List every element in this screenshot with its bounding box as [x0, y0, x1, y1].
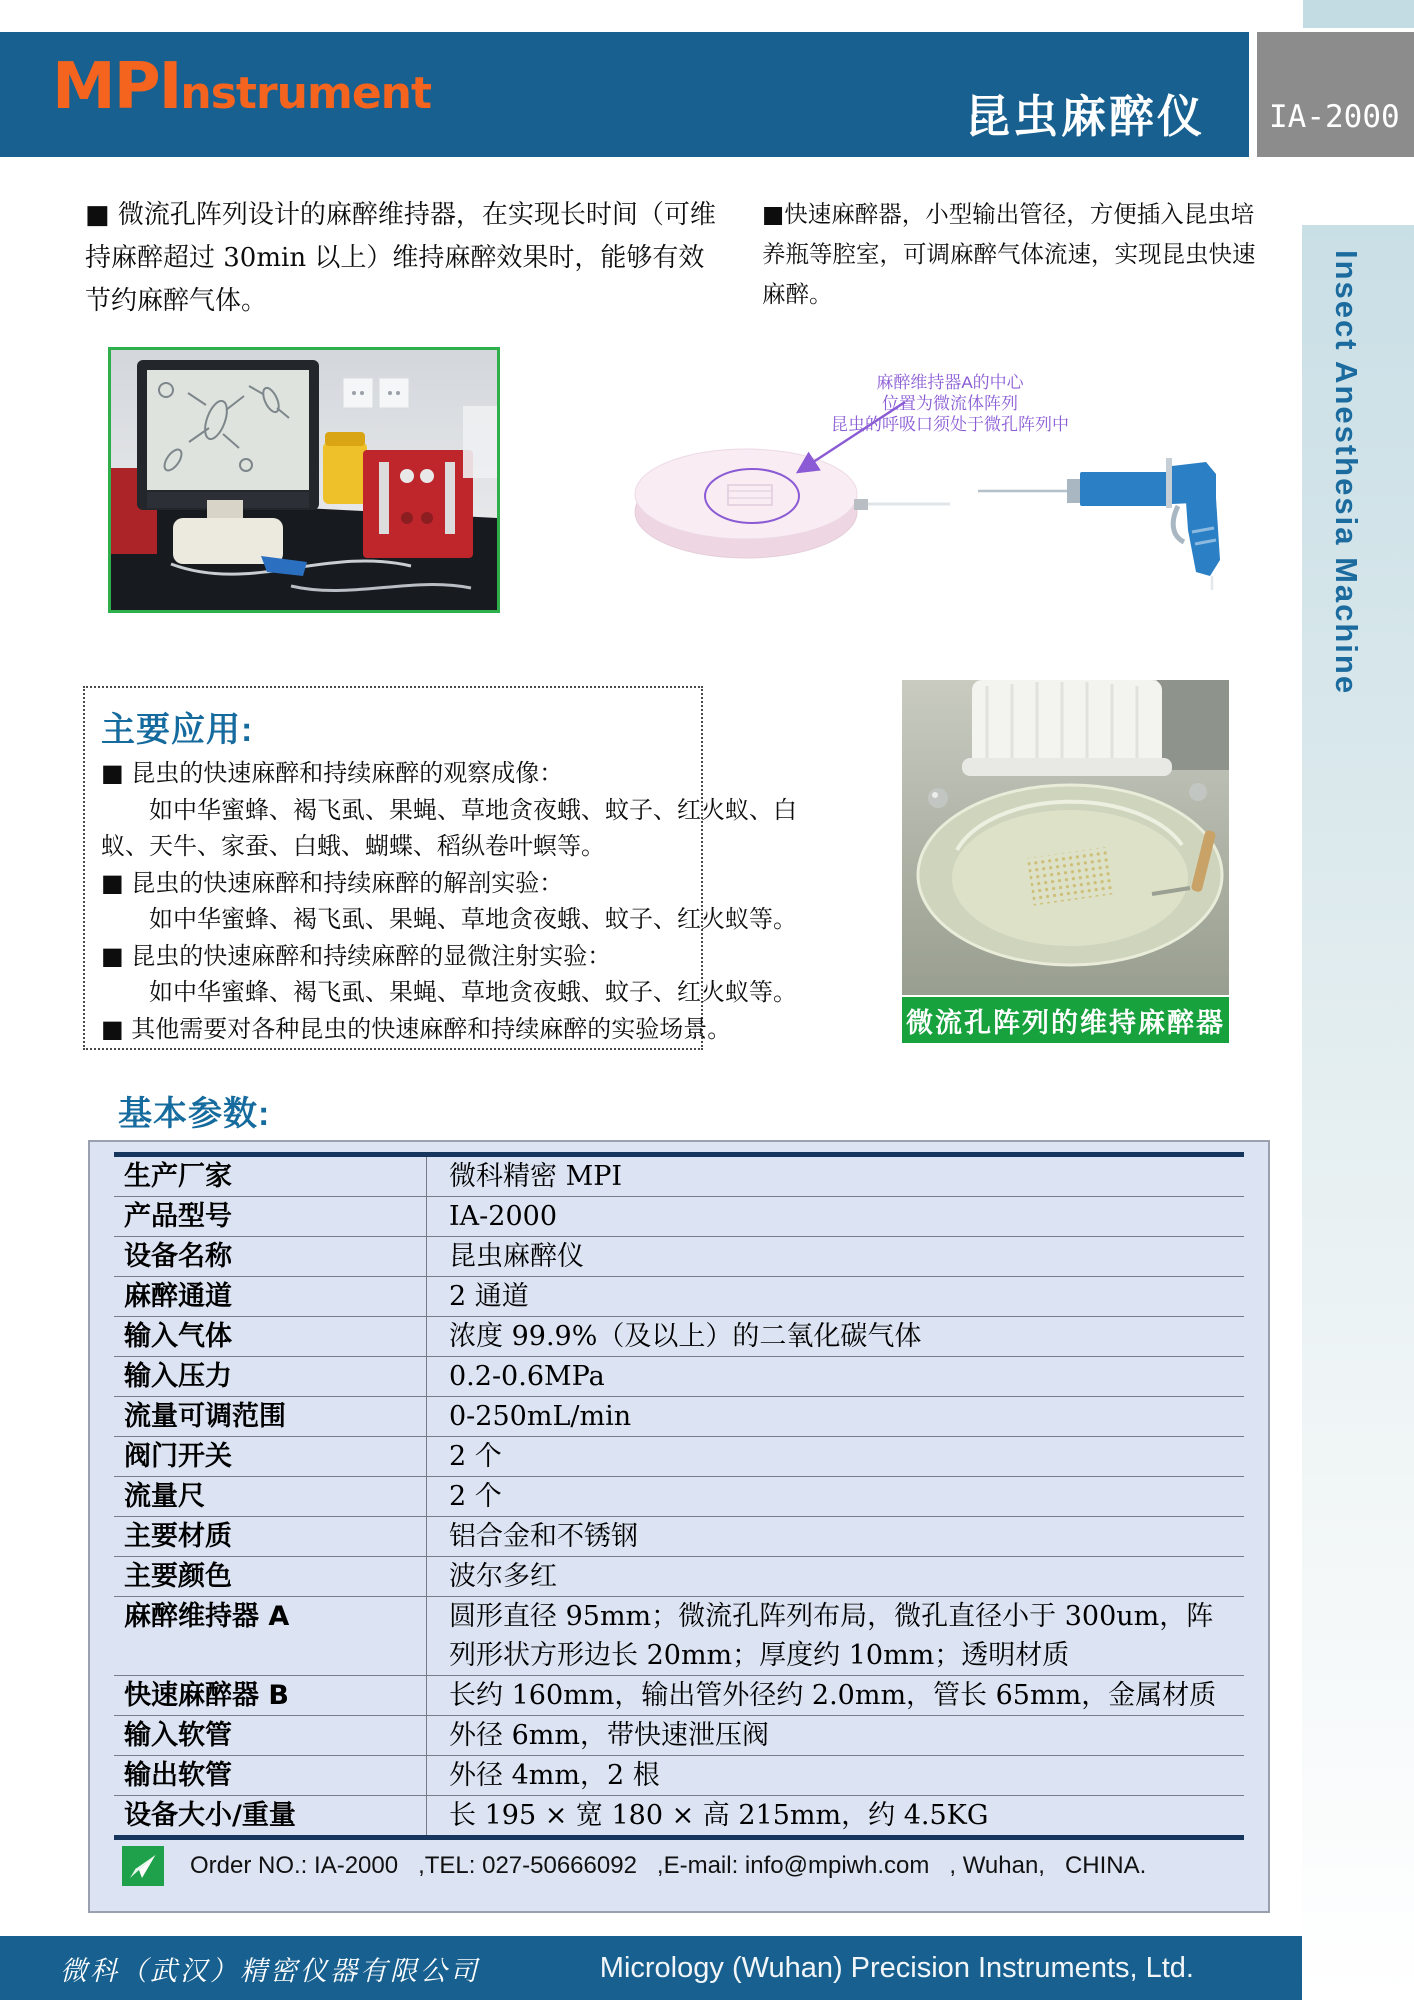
company-name-cn: 微科（武汉）精密仪器有限公司: [60, 1955, 480, 1987]
param-value: IA-2000: [426, 1197, 1244, 1236]
params-table-body: [114, 1152, 1244, 1840]
table-row: [114, 1237, 1244, 1277]
brand-logo-mpi: MPI: [52, 50, 181, 124]
param-label: 阀门开关: [124, 1441, 232, 1472]
application-line: ■ 其他需要对各种昆虫的快速麻醉和持续麻醉的实验场景。: [101, 1014, 732, 1043]
param-label: 设备名称: [124, 1241, 232, 1272]
param-value: 0.2-0.6MPa: [426, 1357, 1244, 1396]
table-row: [114, 1477, 1244, 1517]
param-value: 2 通道: [426, 1277, 1244, 1316]
chrome-screw: [928, 788, 948, 808]
application-line: 如中华蜜蜂、褐飞虱、果蝇、草地贪夜蛾、蚊子、红火蚁等。: [149, 978, 797, 1006]
param-value: 外径 4mm，2 根: [426, 1756, 1244, 1795]
param-value: 波尔多红: [426, 1557, 1244, 1596]
application-line: ■ 昆虫的快速麻醉和持续麻醉的观察成像：: [101, 759, 564, 787]
param-label: 麻醉维持器 A: [124, 1601, 290, 1632]
applications-title: 主要应用:: [101, 711, 254, 749]
corner-accent-block: [1303, 0, 1414, 28]
paper-plane-icon: [122, 1846, 164, 1886]
application-line: ■ 昆虫的快速麻醉和持续麻醉的解剖实验：: [101, 868, 564, 897]
applications-box: [83, 686, 797, 1050]
brand-logo-rest: nstrument: [180, 68, 432, 119]
param-value: 微科精密 MPI: [426, 1157, 1244, 1196]
table-row: [114, 1397, 1244, 1437]
yellow-jar: [323, 442, 367, 504]
param-label: 设备大小/重量: [124, 1800, 296, 1831]
param-label: 生产厂家: [124, 1161, 232, 1192]
param-label: 快速麻醉器 B: [124, 1680, 289, 1711]
param-value: 铝合金和不锈钢: [426, 1517, 1244, 1556]
param-value: 长约 160mm，输出管外径约 2.0mm，管长 65mm，金属材质: [426, 1676, 1244, 1715]
annotation-line: 位置为微流体阵列: [882, 394, 1018, 413]
param-label: 流量可调范围: [124, 1401, 286, 1432]
intro-paragraph-right: ■快速麻醉器，小型输出管径，方便插入昆虫培养瓶等腔室，可调麻醉气体流速，实现昆虫快速麻醉。: [762, 200, 1256, 308]
dish-top: [635, 449, 857, 539]
param-label: 主要材质: [124, 1521, 232, 1552]
side-strip-label: Insect Anesthesia Machine: [1329, 250, 1364, 696]
table-row: [114, 1437, 1244, 1477]
param-label: 麻醉通道: [124, 1281, 232, 1312]
application-line: 如中华蜜蜂、褐飞虱、果蝇、草地贪夜蛾、蚊子、红火蚁、白: [149, 795, 797, 824]
quick-anesthetizer-gun: [978, 458, 1220, 590]
param-value: 浓度 99.9%（及以上）的二氧化碳气体: [426, 1317, 1244, 1356]
dish-annotation: [830, 372, 1070, 435]
table-row: [114, 1317, 1244, 1357]
wall-outlet: [379, 378, 409, 408]
photo-caption: 微流孔阵列的维持麻醉器: [902, 997, 1229, 1043]
param-label: 输出软管: [124, 1760, 232, 1791]
microscope-arm: [207, 500, 243, 520]
dish-connector: [854, 499, 868, 510]
model-box: [1257, 32, 1414, 157]
params-title: 基本参数:: [118, 1095, 271, 1133]
param-value: 圆形直径 95mm；微流孔阵列布局，微孔直径小于 300um，阵列形状方形边长 20mm；厚度约 10mm；透明材质: [426, 1597, 1244, 1675]
param-label: 主要颜色: [124, 1561, 232, 1592]
table-row: [114, 1157, 1244, 1197]
param-value: 2 个: [426, 1477, 1244, 1516]
param-value: 2 个: [426, 1437, 1244, 1476]
chrome-screw: [1189, 783, 1207, 801]
company-name-en: Micrology (Wuhan) Precision Instruments, Ltd.: [599, 1951, 1194, 1984]
param-label: 产品型号: [124, 1201, 232, 1232]
white-container: [972, 680, 1162, 768]
application-line: 蚁、天牛、家蚕、白蛾、蝴蝶、稻纵卷叶螟等。: [101, 832, 605, 860]
table-row: [114, 1557, 1244, 1597]
table-row: [114, 1357, 1244, 1397]
wall-outlet: [343, 378, 373, 408]
param-value: 外径 6mm，带快速泄压阀: [426, 1716, 1244, 1755]
table-row: [114, 1676, 1244, 1716]
header-bar: [0, 32, 1249, 157]
footer-bar: [0, 1936, 1302, 2000]
param-label: 流量尺: [124, 1481, 205, 1512]
table-row: [114, 1597, 1244, 1676]
intro-paragraph-left: ■ 微流孔阵列设计的麻醉维持器，在实现长时间（可维持麻醉超过 30min 以上）维持麻醉效果时，能够有效节约麻醉气体。: [85, 200, 716, 316]
param-value: 昆虫麻醉仪: [426, 1237, 1244, 1276]
page-title: 昆虫麻醉仪: [964, 90, 1205, 143]
param-label: 输入软管: [124, 1720, 232, 1751]
param-value: 0-250mL/min: [426, 1397, 1244, 1436]
table-row: [114, 1517, 1244, 1557]
order-text: Order NO.: IA-2000 ,TEL: 027-50666092 ,E-mail: info@mpiwh.com , Wuhan, CHINA.: [190, 1852, 1147, 1879]
param-label: 输入压力: [124, 1361, 232, 1392]
table-row: [114, 1716, 1244, 1756]
model-number: IA-2000: [1269, 99, 1400, 135]
maintainer-photo-illustration: [902, 680, 1229, 995]
params-table: [88, 1140, 1270, 1913]
table-row: [114, 1756, 1244, 1796]
table-row: [114, 1197, 1244, 1237]
brand-logo: [52, 50, 431, 124]
lab-setup-photo: [108, 347, 500, 613]
param-value: 长 195 × 宽 180 × 高 215mm，约 4.5KG: [426, 1796, 1244, 1835]
application-line: 如中华蜜蜂、褐飞虱、果蝇、草地贪夜蛾、蚊子、红火蚁等。: [149, 905, 797, 933]
application-line: ■ 昆虫的快速麻醉和持续麻醉的显微注射实验：: [101, 941, 612, 970]
monitor-screen: [147, 370, 309, 490]
lab-setup-illustration: [111, 350, 497, 610]
annotation-line: 麻醉维持器A的中心: [876, 373, 1024, 392]
param-label: 输入气体: [124, 1321, 232, 1352]
order-info-line: [90, 1821, 1268, 1911]
table-row: [114, 1277, 1244, 1317]
annotation-line: 昆虫的呼吸口须处于微孔阵列中: [831, 415, 1069, 434]
maintainer-photo: [902, 680, 1229, 995]
